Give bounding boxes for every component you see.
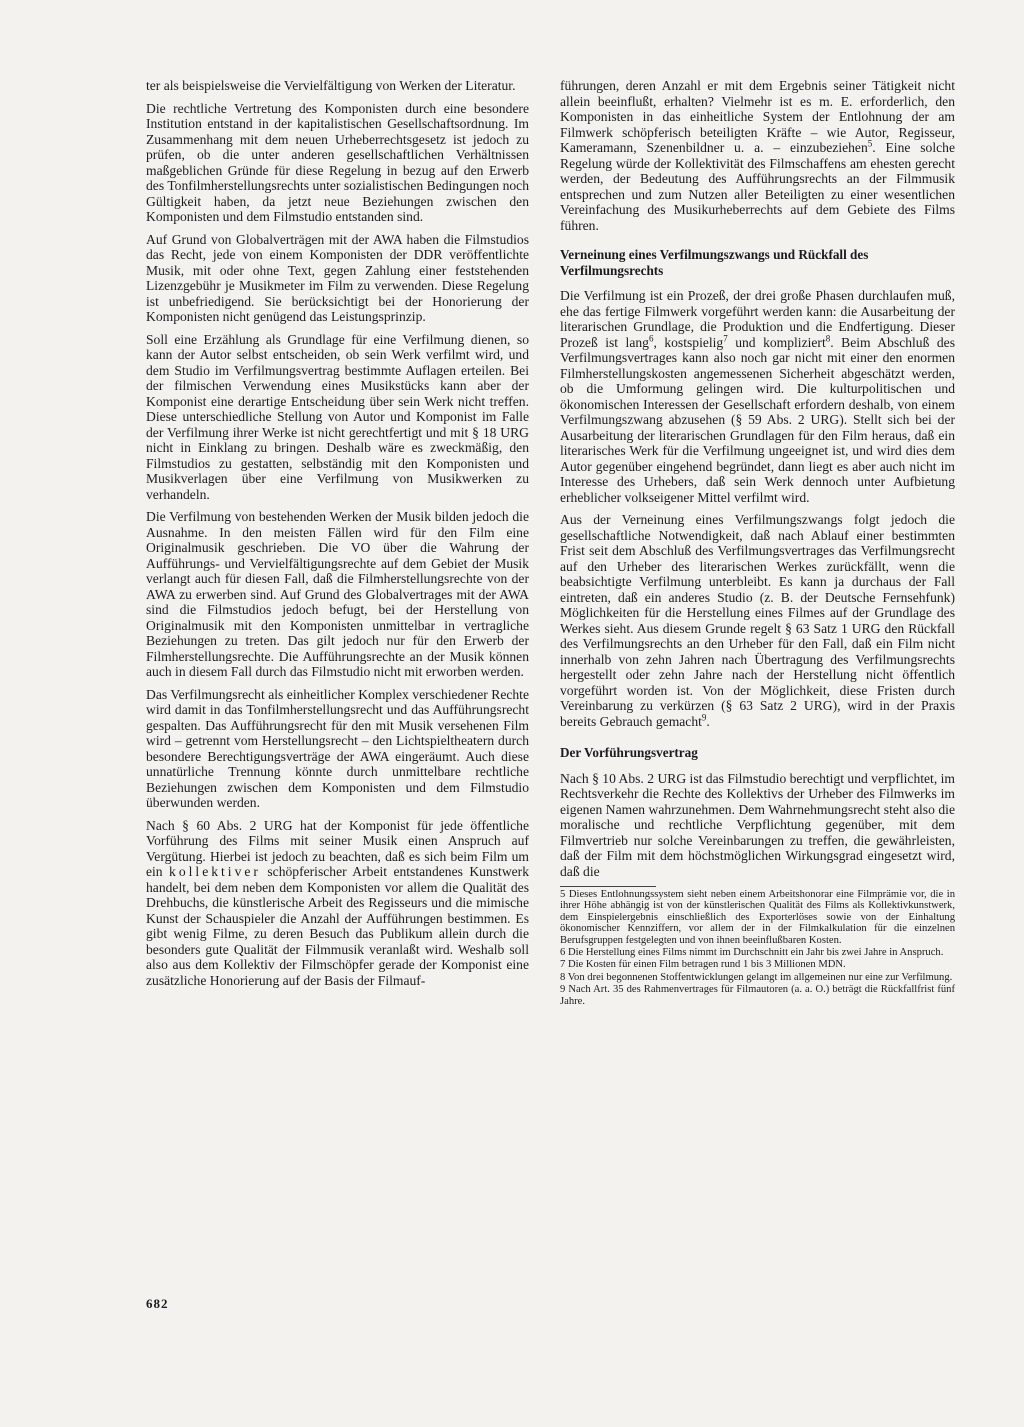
text-run: Nach § 60 Abs. 2 URG hat der Komponist für jede öffentliche Vorführung des Films mit seiner Musik einen Anspruch auf Vergütung. Hierbei ist jedoch zu beachten, daß es sich beim Film um ein — [146, 817, 529, 879]
paragraph — [560, 512, 955, 729]
footnote-ref: 5 — [867, 138, 873, 149]
left-column — [146, 78, 529, 995]
footnote-ref: 9 — [701, 711, 707, 722]
right-column — [560, 78, 955, 1008]
paragraph: Auf Grund von Globalverträgen mit der AWA haben die Filmstudios das Recht, jede von einem Komponisten der DDR veröffentlichte Musik, mit oder ohne Text, gegen Zahlung einer feststehenden Lizenzgebühr je Musikmeter im Film zu verwenden. Diese Regelung ist unbefriedigend. Sie berücksichtigt bei der Honorierung der Komponisten nicht genügend das Leistungsprinzip. — [146, 231, 529, 324]
footnote: 6 Die Herstellung eines Films nimmt im Durchschnitt ein Jahr bis zwei Jahre in Anspruch. — [560, 947, 944, 959]
section-heading: Der Vorführungsvertrag — [560, 745, 698, 760]
paragraph — [560, 78, 955, 233]
text-run: . — [706, 713, 710, 729]
paragraph: Das Verfilmungsrecht als einheitlicher Komplex verschiedener Rechte wird damit in das Tonfilmherstellungsrecht und das Aufführungsrecht gespalten. Das Aufführungsrecht für den mit Musik versehenen Film wird – getrennt vom Herstellungsrecht – den Lichtspieltheatern durch besondere Berechtigungsverträge der AWA eingeräumt. Auch diese unnatürliche Trennung könnte durch unmittelbare rechtliche Beziehungen zwischen dem Komponisten und dem Filmstudio überwunden werden. — [146, 686, 529, 810]
footnote: 8 Von drei begonnenen Stoffentwicklungen gelangt im allgemeinen nur eine zur Verfilmung. — [560, 971, 953, 983]
footnote-ref: 6 — [648, 332, 654, 343]
footnote: 5 Dieses Entlohnungssystem sieht neben einem Arbeitshonorar eine Filmprämie vor, die in ihrer Höhe abhängig ist von der künstlerischen Qualität des Films als Kollektivkunstwerk, dem Einspielergebnis einschließlich des Exporterlöses sowie von der Einhaltung ökonomischer Kennziffern, vor allem der in der Filmkalkulation für die einzelnen Berufsgruppen festgelegten und von ihnen beeinflußbaren Kosten. — [560, 889, 955, 946]
text-run: . Eine solche Regelung würde der Kollektivität des Filmschaffens am ehesten gerecht werden, der Bedeutung des Aufführungsrechts an der Filmmusik entsprechen und zum Nutzen aller Beteiligten zu einer wesentlichen Vereinfachung des Musikurheberrechts auf dem Gebiete des Films führen. — [560, 140, 955, 233]
paragraph — [560, 288, 955, 505]
section-heading: Verneinung eines Verfilmungszwangs und Rückfall des Verfilmungsrechts — [560, 247, 869, 278]
paragraph: ter als beispielsweise die Vervielfältigung von Werken der Literatur. — [146, 78, 516, 93]
paragraph: Die Verfilmung von bestehenden Werken der Musik bilden jedoch die Ausnahme. In den meisten Fällen wird für den Film eine Originalmusik geschrieben. Die VO über die Wahrung der Aufführungs- und Vervielfältigungsrechte auf dem Gebiet der Musik verlangt auch für diesen Fall, daß die Filmherstellungsrechte von der AWA zu erwerben sind. Auf Grund des Globalvertrages mit der AWA sind die Filmstudios jedoch befugt, bei der Herstellung von Originalmusik mit den Komponisten unmittelbar in vertragliche Beziehungen zu treten. Das gilt jedoch nur für den Erwerb der Filmherstellungsrechte. Die Aufführungsrechte an der Musik können auch in diesem Fall durch das Filmstudio nicht mit erworben werden. — [146, 509, 529, 679]
footnote: 9 Nach Art. 35 des Rahmenvertrages für Filmautoren (a. a. O.) beträgt die Rückfallfrist fünf Jahre. — [560, 984, 955, 1007]
footnote-ref: 7 — [723, 332, 728, 343]
text-run: Aus der Verneinung eines Verfilmungszwangs folgt jedoch die gesellschaftliche Notwendigkeit, daß nach Ablauf einer bestimmten Frist seit dem Abschluß des Verfilmungsvertrages das Verfilmungsrecht auf den Urheber des literarischen Werkes zurückfällt, wenn die beabsichtigte Verfilmung unterbleibt. Es kann ja durchaus der Fall eintreten, daß ein anderes Studio (z. B. der Deutsche Fernsehfunk) Möglichkeiten für die Herstellung eines Filmes auf der Grundlage des Werkes sieht. Aus diesem Grunde regelt § 63 Satz 1 URG den Rückfall des Verfilmungsrechts an den Urheber für den Fall, daß ein Film nicht innerhalb von zehn Jahren nach Übertragung des Verfilmungsrechts hergestellt oder zehn Jahre nach der Herstellung nicht öffentlich vorgeführt worden ist. Von der Möglichkeit, diese Fristen durch Vereinbarung zu verkürzen (§ 63 Satz 2 URG), wird in der Praxis bereits Gebrauch gemacht — [560, 512, 955, 729]
page-number: 682 — [146, 1296, 169, 1311]
paragraph: Nach § 10 Abs. 2 URG ist das Filmstudio berechtigt und verpflichtet, im Rechtsverkehr die Rechte des Kollektivs der Urheber des Filmwerks im eigenen Namen wahrzunehmen. Dem Wahrnehmungsrecht steht also die moralische und rechtliche Verpflichtung gegenüber, mit dem Filmvertrieb nur solche Vereinbarungen zu treffen, die gewährleisten, daß der Film mit dem höchstmöglichen Wirkungsgrad eingesetzt wird, daß die — [560, 770, 955, 879]
spaced-emphasis: kollektiver — [169, 864, 261, 879]
text-run: führungen, deren Anzahl er mit dem Ergebnis seiner Tätigkeit nicht allein beeinflußt, erhalten? Vielmehr ist es m. E. erforderlich, den Komponisten in das einheitliche System der Entlohnung der am Filmwerk schöpferisch beteiligten Kräfte – wie Autor, Regisseur, Kameramann, Szenenbildner u. a. – einzubeziehen — [560, 78, 955, 155]
footnote: 7 Die Kosten für einen Film betragen rund 1 bis 3 Millionen MDN. — [560, 959, 846, 971]
footnotes — [560, 889, 955, 1007]
text-run: . Beim Abschluß des Verfilmungsvertrages kann also noch gar nicht mit einer den enormen Filmherstellungskosten angemessenen Sicherheit abgeschätzt werden, ob die Umformung gelingen wird. Die kulturpolitischen und ökonomischen Interessen der Gesellschaft erfordern deshalb, von einem Verfilmungszwang abzusehen (§ 59 Abs. 2 URG). Stellt sich bei der Ausarbeitung der literarischen Grundlagen für den Film heraus, daß ein literarisches Werk für die Verfilmung ungeeignet ist, und wird dies dem Autor gegenüber eingehend begründet, dann liegt es aber auch nicht im Interesse des Urhebers, daß sein Werk dennoch unter Aufbietung erheblicher volkseigener Mittel verfilmt wird. — [560, 334, 955, 505]
text-run: schöpferischer Arbeit entstandenes Kunstwerk handelt, bei dem neben dem Komponisten vor allem die Qualität des Drehbuchs, die künstlerische Arbeit des Regisseurs und die mimische Kunst der Schauspieler die Anzahl der Aufführungen bestimmen. Es gibt wenig Filme, zu deren Besuch das Publikum allein durch die besonders gute Qualität der Filmmusik veranlaßt wird. Weshalb soll also aus dem Kollektiv der Filmschöpfer gerade der Komponist eine zusätzliche Honorierung auf der Basis der Filmauf- — [146, 864, 529, 988]
footnote-divider — [560, 886, 656, 887]
text-run: und kompliziert — [727, 334, 826, 350]
text-run: Die Verfilmung ist ein Prozeß, der drei große Phasen durchlaufen muß, ehe das fertige Filmwerk vorgeführt werden kann: die Ausarbeitung der literarischen Grundlage, die Produktion und die Endfertigung. Dieser Prozeß ist lang — [560, 288, 955, 350]
footnote-ref: 8 — [825, 332, 831, 343]
paragraph: Die rechtliche Vertretung des Komponisten durch eine besondere Institution entstand in der kapitalistischen Gesellschaftsordnung. Im Zusammenhang mit dem neuen Urheberrechtsgesetz ist jedoch zu prüfen, ob die unter anderen gesellschaftlichen Verhältnissen maßgeblichen Gründe für diese Regelung in bezug auf den Erwerb des Tonfilmherstellungsrechts unter sozialistischen Bedingungen noch Gültigkeit haben, da jetzt neue Beziehungen zwischen den Komponisten und dem Filmstudio entstanden sind. — [146, 100, 529, 224]
paragraph: Soll eine Erzählung als Grundlage für eine Verfilmung dienen, so kann der Autor selbst entscheiden, ob sein Werk verfilmt wird, und dem Studio im Verfilmungsvertrag bestimmte Auflagen erteilen. Bei der filmischen Verwendung eines Musikstücks kann aber der Komponist eine derartige Entscheidung über sein Werk nicht treffen. Diese unterschiedliche Stellung von Autor und Komponist im Falle der Verfilmung ihrer Werke ist nicht gerechtfertigt und mit § 18 URG nicht in Einklang zu bringen. Deshalb wäre es zweckmäßig, den Filmstudios zu gestatten, selbständig mit den Komponisten und Musikverlagen über eine Verfilmung von Musikwerken zu verhandeln. — [146, 331, 529, 502]
text-run: , kostspielig — [653, 334, 724, 350]
paragraph — [146, 818, 529, 989]
